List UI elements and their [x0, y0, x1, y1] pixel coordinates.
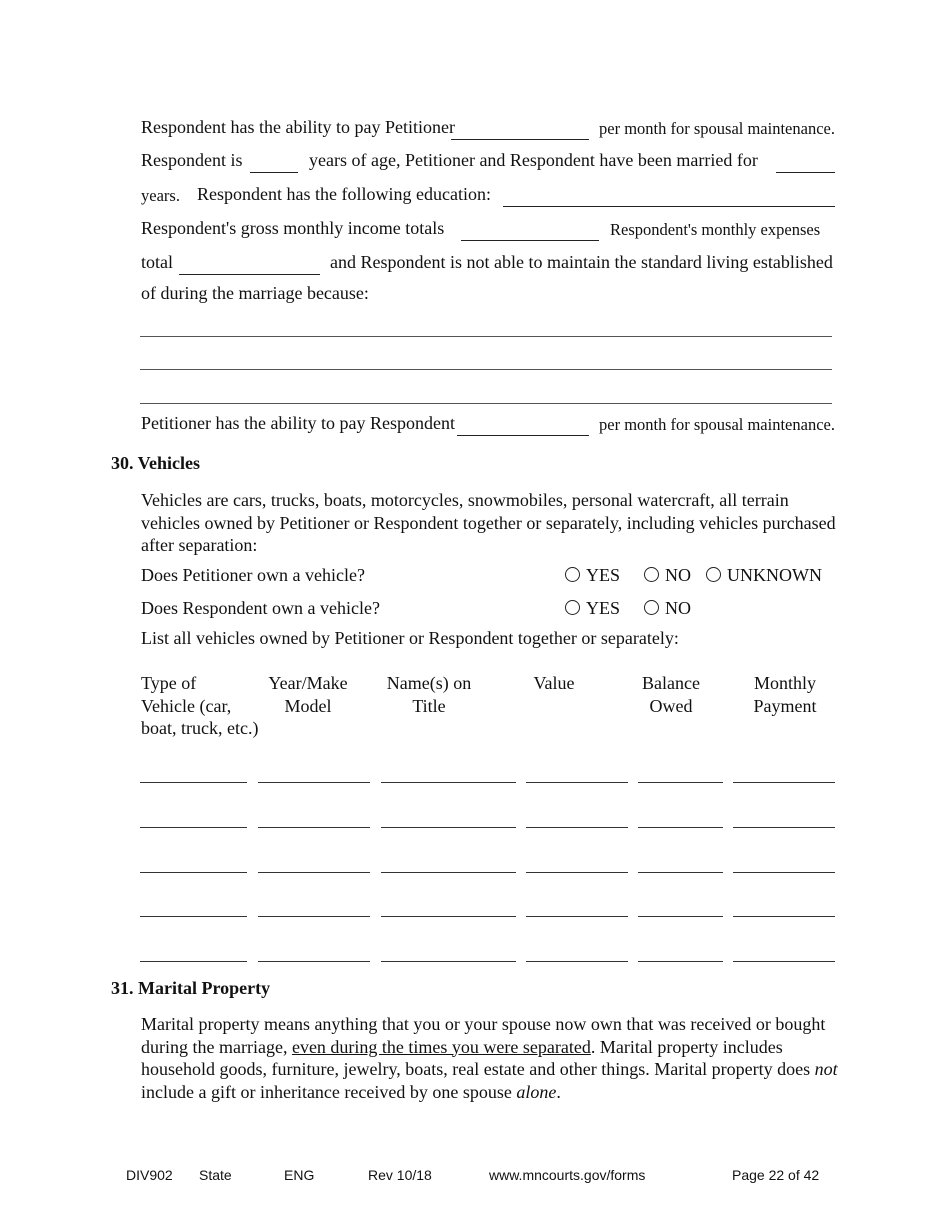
names-on-title-field[interactable]: [381, 827, 516, 828]
vehicle-type-field[interactable]: [140, 872, 247, 873]
names-on-title-field[interactable]: [381, 872, 516, 873]
vehicle-type-field[interactable]: [140, 827, 247, 828]
expenses-total-field[interactable]: [179, 274, 320, 275]
section-30-heading: 30. Vehicles: [111, 453, 201, 473]
names-on-title-field[interactable]: [381, 782, 516, 783]
respondent-vehicle-no[interactable]: NO: [644, 598, 691, 619]
balance-owed-field[interactable]: [638, 961, 723, 962]
value-field[interactable]: [526, 916, 628, 917]
section-31-heading: 31. Marital Property: [111, 978, 271, 998]
gross-income-text: Respondent's gross monthly income totals: [141, 218, 445, 238]
value-field[interactable]: [526, 872, 628, 873]
balance-owed-field[interactable]: [638, 916, 723, 917]
petitioner-vehicle-unknown[interactable]: UNKNOWN: [706, 565, 822, 586]
col-header-names-on-title: Name(s) on Title: [386, 673, 472, 716]
vehicle-type-field[interactable]: [140, 782, 247, 783]
alone-emphasis: alone: [516, 1081, 557, 1102]
respondent-vehicle-question: Does Respondent own a vehicle?: [141, 598, 380, 618]
radio-icon[interactable]: [565, 567, 580, 582]
form-id: DIV902: [126, 1167, 173, 1183]
col-header-year-make: Year/Make Model: [268, 673, 348, 716]
respondent-pay-suffix: per month for spousal maintenance.: [599, 119, 835, 138]
petitioner-pay-amount-field[interactable]: [457, 435, 589, 436]
petitioner-pay-suffix: per month for spousal maintenance.: [599, 415, 835, 434]
value-field[interactable]: [526, 961, 628, 962]
footer-url[interactable]: www.mncourts.gov/forms: [489, 1167, 646, 1183]
respondent-age-text: Respondent is: [141, 150, 243, 170]
monthly-payment-field[interactable]: [733, 872, 835, 873]
year-make-field[interactable]: [258, 827, 370, 828]
names-on-title-field[interactable]: [381, 916, 516, 917]
married-years-text: years of age, Petitioner and Respondent have been married for: [309, 150, 758, 170]
separated-emphasis: even during the times you were separated: [291, 1036, 591, 1057]
radio-icon[interactable]: [644, 567, 659, 582]
monthly-payment-field[interactable]: [733, 961, 835, 962]
col-header-value: Value: [533, 673, 575, 693]
respondent-age-field[interactable]: [250, 172, 298, 173]
petitioner-vehicle-yes[interactable]: YES: [565, 565, 620, 586]
total-label: total: [141, 252, 173, 272]
vehicle-list-instruction: List all vehicles owned by Petitioner or Respondent together or separately:: [141, 628, 679, 648]
reason-line-2[interactable]: [140, 369, 832, 370]
respondent-pay-text: Respondent has the ability to pay Petitioner: [141, 117, 455, 137]
footer-state: State: [199, 1167, 232, 1183]
names-on-title-field[interactable]: [381, 961, 516, 962]
year-make-field[interactable]: [258, 782, 370, 783]
page-number: Page 22 of 42: [732, 1167, 820, 1183]
year-make-field[interactable]: [258, 916, 370, 917]
monthly-payment-field[interactable]: [733, 916, 835, 917]
marriage-because-text: of during the marriage because:: [141, 283, 369, 303]
respondent-pay-amount-field[interactable]: [451, 139, 589, 140]
education-text: Respondent has the following education:: [197, 184, 491, 204]
reason-line-1[interactable]: [140, 336, 832, 337]
col-header-balance-owed: Balance Owed: [642, 673, 700, 716]
value-field[interactable]: [526, 827, 628, 828]
vehicles-description: Vehicles are cars, trucks, boats, motorcycles, snowmobiles, personal watercraft, all terrain vehicles owned by Petitioner or Respondent together or separately, including vehicles purchased after separation:: [141, 490, 836, 555]
years-label: years.: [141, 186, 180, 205]
radio-icon[interactable]: [565, 600, 580, 615]
petitioner-vehicle-question: Does Petitioner own a vehicle?: [141, 565, 365, 585]
not-emphasis: not: [814, 1059, 838, 1079]
vehicle-type-field[interactable]: [140, 916, 247, 917]
footer-revision: Rev 10/18: [368, 1167, 432, 1183]
marital-property-description: Marital property means anything that you or your spouse now own that was received or bought during the marriage, even during the times you were separated. Marital property includes household goods, furniture, jewelry, boats, real estate and other things. Marital property does not include a gift or inheritance received by one spouse alone.: [141, 1014, 838, 1102]
balance-owed-field[interactable]: [638, 872, 723, 873]
value-field[interactable]: [526, 782, 628, 783]
balance-owed-field[interactable]: [638, 827, 723, 828]
monthly-expenses-text: Respondent's monthly expenses: [610, 220, 821, 239]
radio-icon[interactable]: [644, 600, 659, 615]
year-make-field[interactable]: [258, 872, 370, 873]
gross-income-field[interactable]: [461, 240, 599, 241]
petitioner-vehicle-no[interactable]: NO: [644, 565, 691, 586]
col-header-type: Type of Vehicle (car, boat, truck, etc.): [141, 673, 259, 738]
monthly-payment-field[interactable]: [733, 827, 835, 828]
vehicle-type-field[interactable]: [140, 961, 247, 962]
education-field[interactable]: [503, 206, 835, 207]
radio-icon[interactable]: [706, 567, 721, 582]
married-years-field[interactable]: [776, 172, 835, 173]
respondent-vehicle-yes[interactable]: YES: [565, 598, 620, 619]
monthly-payment-field[interactable]: [733, 782, 835, 783]
footer-language: ENG: [284, 1167, 315, 1183]
balance-owed-field[interactable]: [638, 782, 723, 783]
reason-line-3[interactable]: [140, 403, 832, 404]
col-header-monthly-payment: Monthly Payment: [753, 673, 817, 716]
petitioner-pay-text: Petitioner has the ability to pay Respondent: [141, 413, 455, 433]
standard-living-text: and Respondent is not able to maintain the standard living established: [330, 252, 833, 272]
year-make-field[interactable]: [258, 961, 370, 962]
